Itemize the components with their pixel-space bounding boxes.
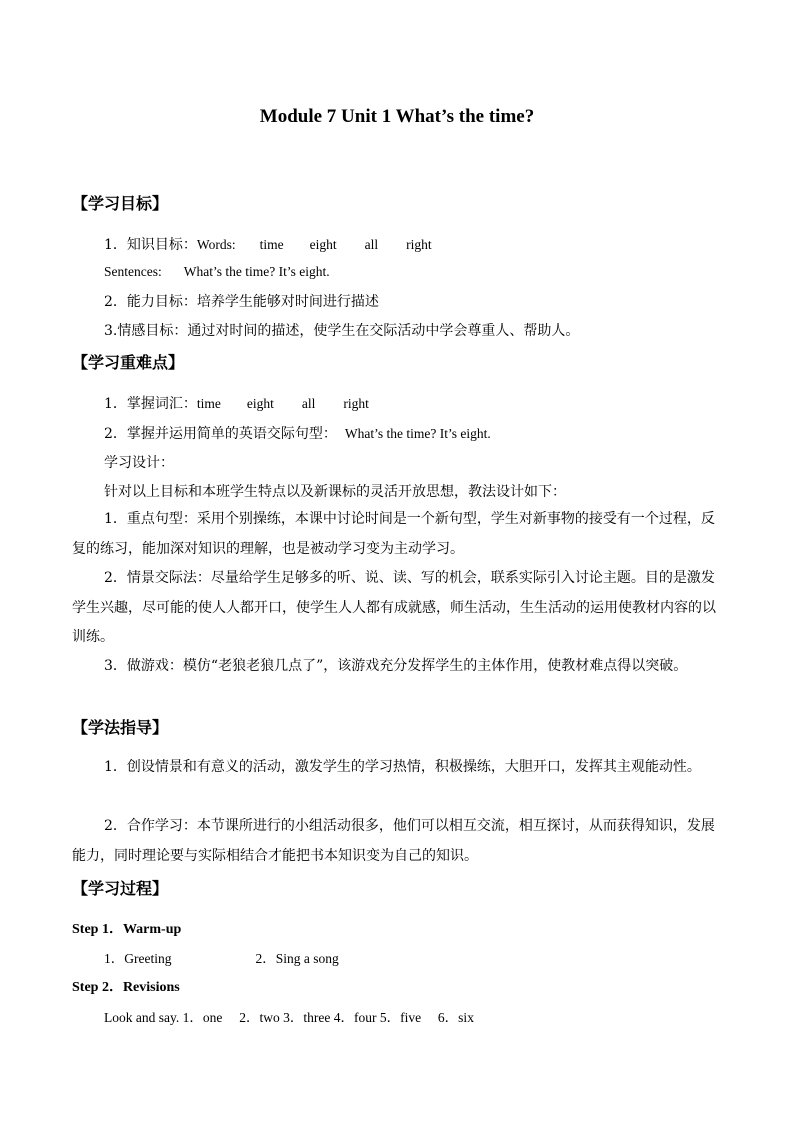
objectives-heading: 【学习目标】 [72,194,169,213]
objectives-sentences [104,264,330,280]
word-all: all [364,237,379,252]
sentences-label: Sentences: [104,264,162,279]
step2-line: Look and say. 1．one 2．two 3．three 4．four 5．five 6．six [104,1010,474,1025]
objectives-item3: 3.情感目标：通过对时间的描述，使学生在交际活动中学会尊重人、帮助人。 [104,323,580,339]
key-points-item1-label: 1．掌握词汇： [104,396,197,412]
sentences-text: What’s the time? It’s eight. [183,264,330,279]
key-points-item2-sentence: What’s the time? It’s eight. [344,426,491,441]
kp-word-right: right [343,396,369,411]
process-heading: 【学习过程】 [72,879,169,898]
step1-item-song: 2．Sing a song [255,951,339,966]
key-points-heading: 【学习重难点】 [72,353,185,372]
design-intro: 针对以上目标和本班学生特点以及新课标的灵活开放思想，教法设计如下： [104,484,566,500]
design-point-3: 3．做游戏：模仿“老狼老狼几点了”，该游戏充分发挥学生的主体作用，使教材难点得以突破。 [104,658,688,674]
step1-item-greeting: 1．Greeting [104,951,172,966]
words-label: Words: [196,237,236,252]
objectives-item1-label: 1．知识目标： [104,237,197,253]
kp-word-all: all [301,396,316,411]
design-label: 学习设计： [104,455,174,471]
objectives-item2: 2．能力目标：培养学生能够对时间进行描述 [104,294,379,310]
kp-word-eight: eight [246,396,274,411]
key-points-item2-label: 2．掌握并运用简单的英语交际句型： [104,426,337,442]
step1-label: Step 1．Warm-up [72,922,182,937]
method-point-1: 1．创设情景和有意义的活动，激发学生的学习热情，积极操练，大胆开口，发挥其主观能动性。 [104,759,701,775]
step2-label: Step 2．Revisions [72,980,180,995]
word-eight: eight [309,237,337,252]
method-heading: 【学法指导】 [72,718,169,737]
key-points-item1 [104,393,369,413]
key-points-item2 [104,423,491,443]
step1-items [104,947,339,967]
kp-word-time: time [196,396,221,411]
word-right: right [406,237,432,252]
page-title: Module 7 Unit 1 What’s the time? [259,106,535,127]
design-point-1: 1．重点句型：采用个别操练，本课中讨论时间是一个新句型，学生对新事物的接受有一个过程，反复的练习，能加深对知识的理解，也是被动学习变为主动学习。 [72,511,715,557]
design-point-2: 2．情景交际法：尽量给学生足够多的听、说、读、写的机会，联系实际引入讨论主题。目的是激发学生兴趣，尽可能的使人人都开口，使学生人人都有成就感，师生活动，生生活动的运用使教材内容的以训练。 [72,570,716,645]
method-point-2: 2．合作学习：本节课所进行的小组活动很多，他们可以相互交流，相互探讨，从而获得知识，发展能力，同时理论要与实际相结合才能把书本知识变为自己的知识。 [72,818,715,864]
objectives-item1 [104,234,432,254]
word-time: time [259,237,284,252]
